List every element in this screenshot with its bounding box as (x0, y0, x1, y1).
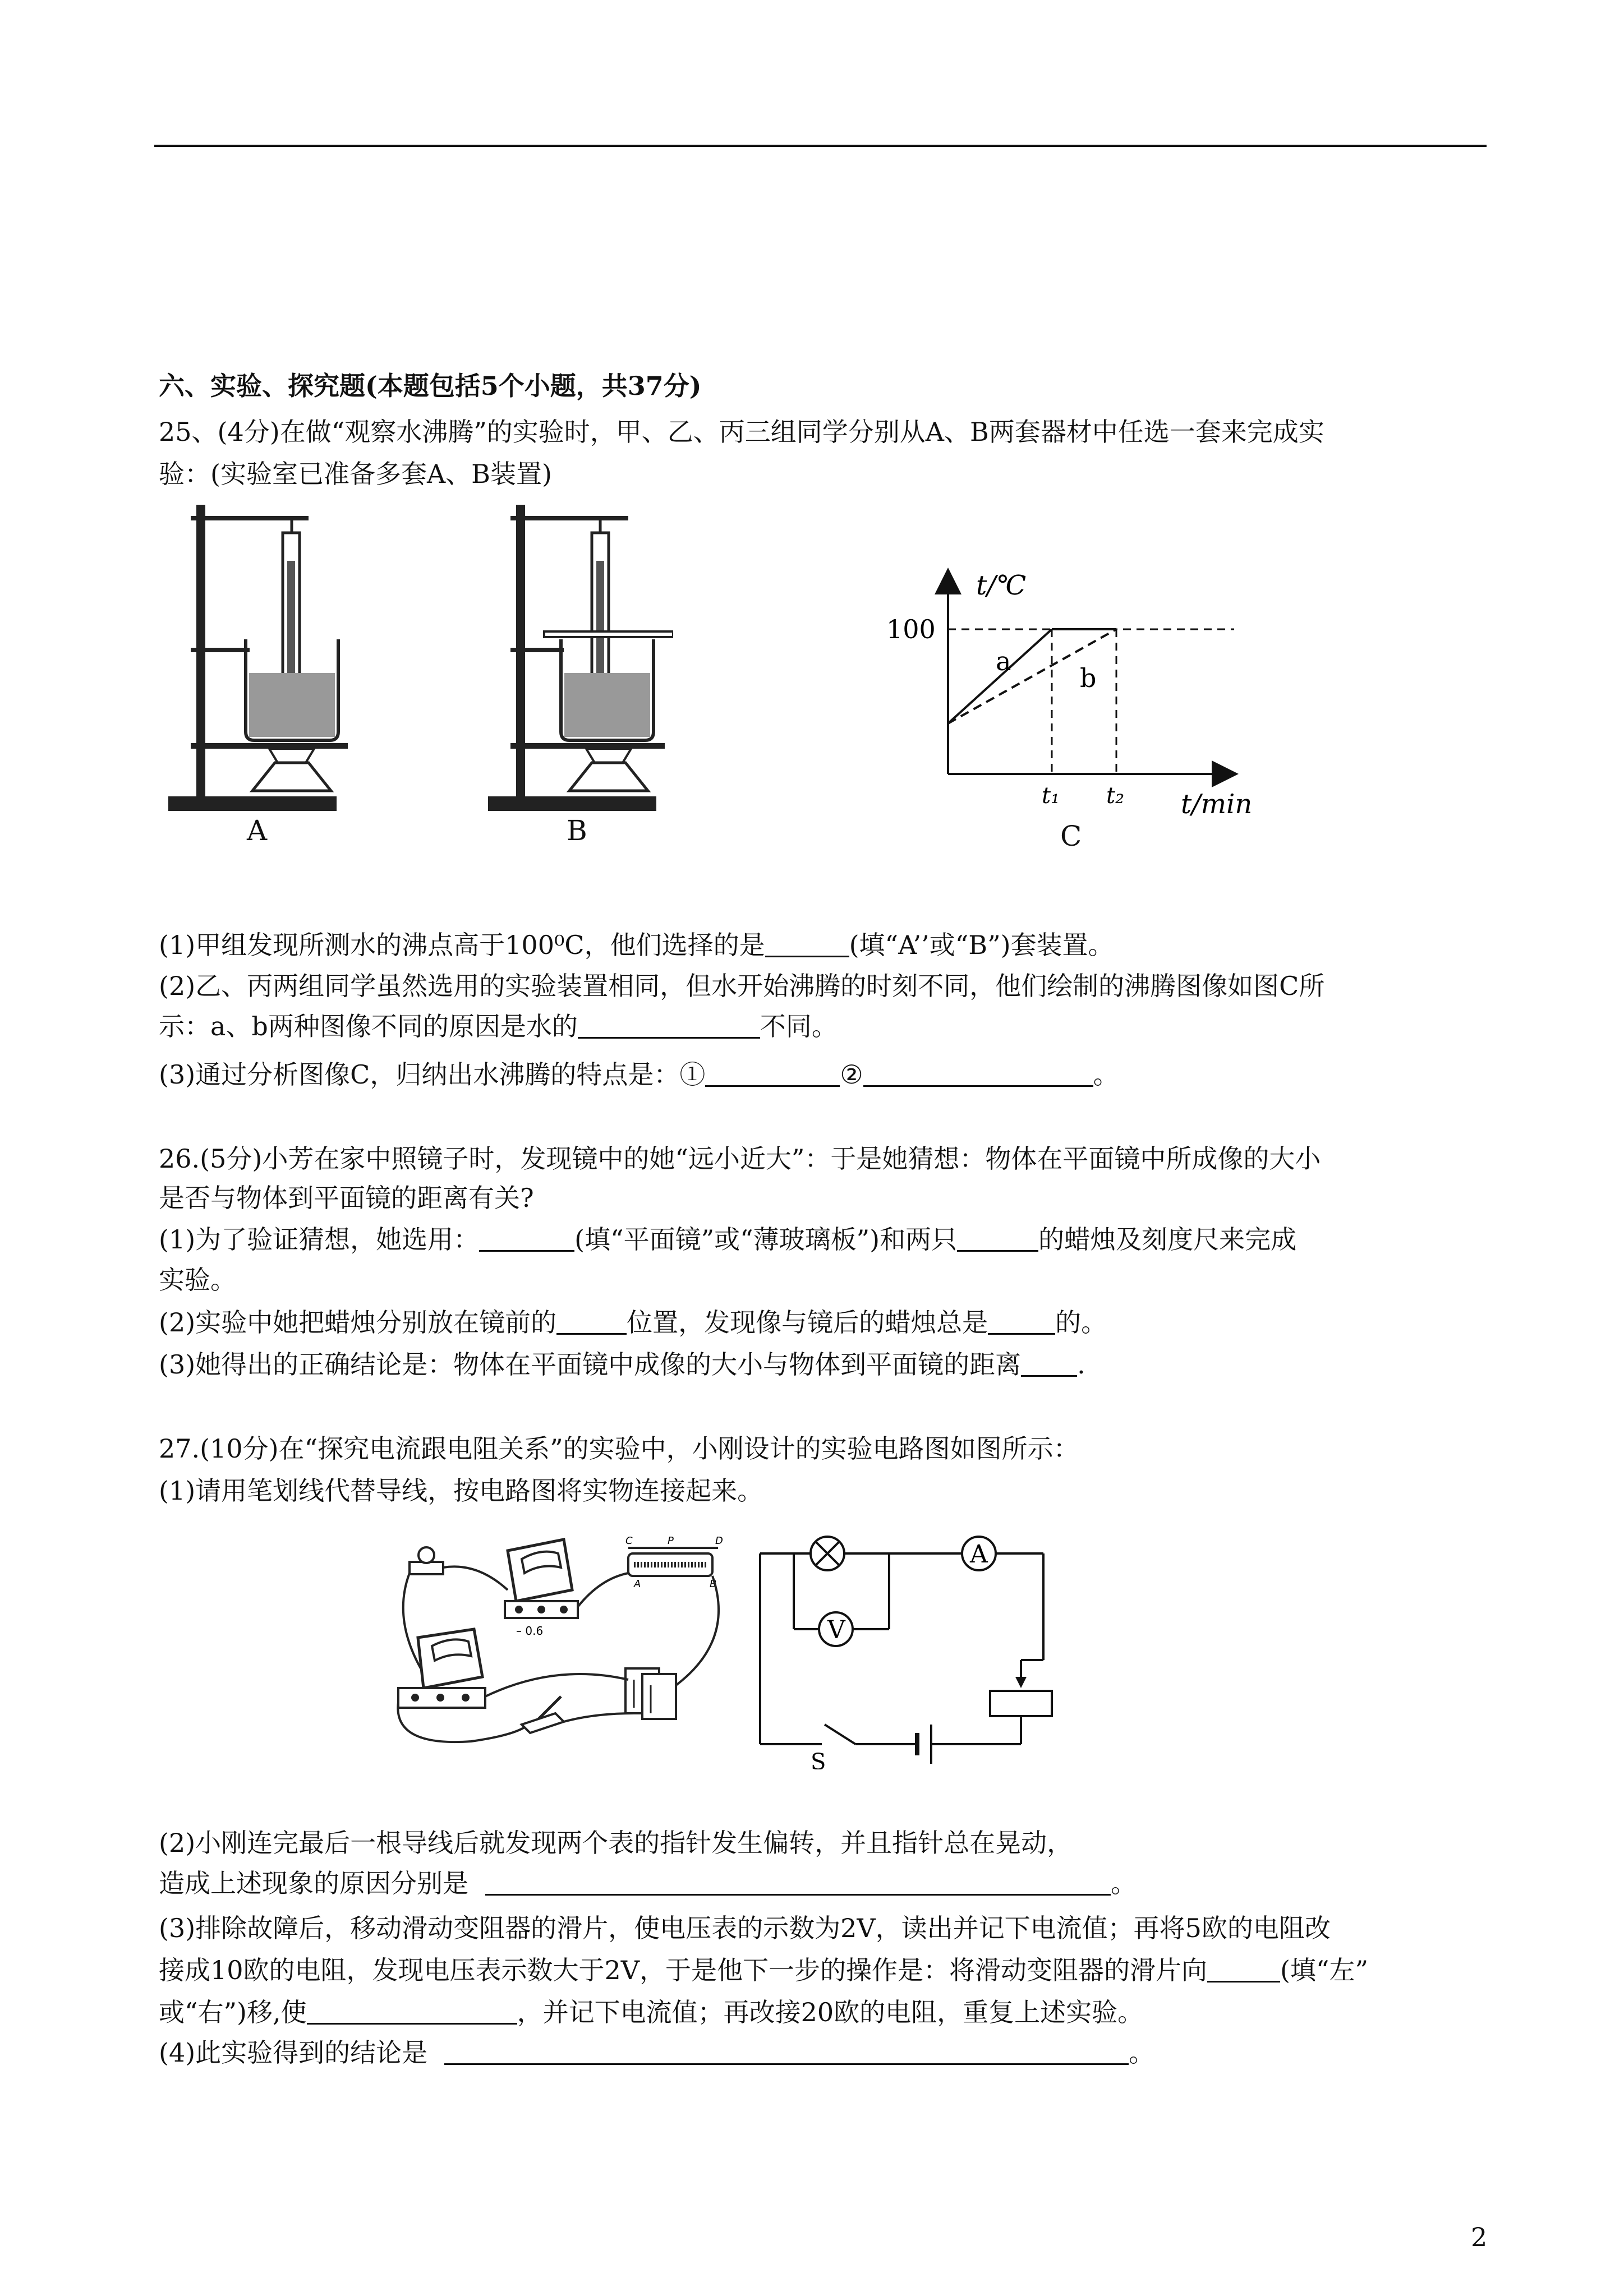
answer-blank-q26-3[interactable] (1021, 1350, 1077, 1377)
q27-part3-line3: 或“右”)移,使 ，并记下电流值；再改接20欧的电阻，重复上述实验。 (159, 1997, 1144, 2027)
answer-blank-q26-2b[interactable] (988, 1308, 1055, 1335)
battery-icon (625, 1668, 676, 1719)
svg-text:– 0.6: – 0.6 (516, 1624, 544, 1638)
lamp-symbol (811, 1537, 844, 1570)
ammeter-label: A (970, 1540, 988, 1569)
answer-blank-q27-2[interactable] (485, 1869, 1111, 1896)
q27-stem: 27.(10分)在“探究电流跟电阻关系”的实验中，小刚设计的实验电路图如图所示： (159, 1433, 1079, 1464)
answer-blank-q25-1[interactable] (765, 931, 849, 957)
q27-part4: (4)此实验得到的结论是 。 (159, 2037, 1155, 2068)
q27-part2-line1: (2)小刚连完最后一根导线后就发现两个表的指针发生偏转，并且指针总在晃动， (159, 1828, 1073, 1858)
svg-text:C: C (625, 1535, 633, 1547)
q26-part1-cont: 实验。 (159, 1265, 236, 1295)
figure-c-label: C (1060, 820, 1082, 852)
q25-part3: (3)通过分析图像C，归纳出水沸腾的特点是：① ② 。 (159, 1059, 1119, 1090)
circuit-schematic (755, 1534, 1069, 1769)
series-b-label: b (1080, 663, 1097, 693)
rheostat-device-icon (625, 1535, 723, 1590)
x-tick-t2: t₂ (1106, 783, 1125, 809)
switch-label: S (811, 1749, 826, 1769)
q27-part1: (1)请用笔划线代替导线，按电路图将实物连接起来。 (159, 1476, 763, 1506)
series-a-rise (948, 629, 1052, 723)
answer-blank-q27-3a[interactable] (1207, 1956, 1280, 1983)
x-axis-label: t/min (1181, 789, 1253, 820)
svg-text:D: D (715, 1535, 723, 1547)
figure-b-label: B (567, 814, 587, 847)
switch-symbol (825, 1725, 855, 1744)
boiling-chart (875, 555, 1290, 824)
x-tick-t1: t₁ (1042, 783, 1060, 809)
apparatus-b-figure (482, 499, 673, 813)
answer-blank-q25-3a[interactable] (705, 1061, 840, 1087)
voltmeter-device-icon (398, 1629, 485, 1708)
q25-stem-line1: 25、(4分)在做“观察水沸腾”的实验时，甲、乙、丙三组同学分别从A、B两套器材中任选一套来完成实 (159, 417, 1324, 447)
q27-part3-line1: (3)排除故障后，移动滑动变阻器的滑片，使电压表的示数为2V，读出并记下电流值；再将5欧的电阻改 (159, 1913, 1331, 1943)
section-title: 六、实验、探究题(本题包括5个小题，共37分) (159, 371, 702, 401)
y-tick-100: 100 (886, 614, 936, 644)
answer-blank-q26-2a[interactable] (556, 1308, 627, 1335)
y-axis-label: t/℃ (976, 570, 1027, 601)
q26-part3: (3)她得出的正确结论是：物体在平面镜中成像的大小与物体到平面镜的距离 . (159, 1349, 1085, 1380)
answer-blank-q27-4[interactable] (444, 2039, 1129, 2065)
q26-stem-line1: 26.(5分)小芳在家中照镜子时，发现镜中的她“远小近大”：于是她猜想：物体在平面镜中所成像的大小 (159, 1144, 1321, 1174)
q27-part2-line2: 造成上述现象的原因分别是 。 (159, 1868, 1137, 1898)
physical-circuit-figure[interactable] (387, 1528, 740, 1753)
rheostat-symbol (990, 1691, 1052, 1716)
header-rule (154, 145, 1487, 147)
q26-stem-line2: 是否与物体到平面镜的距离有关? (159, 1183, 534, 1213)
series-a-label: a (996, 646, 1011, 676)
q27-part3-line2: 接成10欧的电阻，发现电压表示数大于2V，于是他下一步的操作是：将滑动变阻器的滑片向 (填“左” (159, 1955, 1369, 1985)
bulb-icon (410, 1547, 443, 1574)
q26-part1: (1)为了验证猜想，她选用： (填“平面镜”或“薄玻璃板”)和两只 的蜡烛及刻度尺来完成 (159, 1224, 1297, 1255)
svg-text:A: A (634, 1578, 641, 1590)
q26-part2: (2)实验中她把蜡烛分别放在镜前的 位置，发现像与镜后的蜡烛总是 的。 (159, 1307, 1107, 1338)
figure-a-label: A (247, 814, 268, 847)
answer-blank-q27-3b[interactable] (307, 1998, 517, 2025)
svg-text:B: B (710, 1578, 717, 1590)
answer-blank-q25-3b[interactable] (863, 1061, 1093, 1087)
voltmeter-label: V (827, 1616, 845, 1644)
q25-stem-line2: 验：(实验室已准备多套A、B装置) (159, 459, 552, 489)
q25-part1: (1)甲组发现所测水的沸点高于100⁰C，他们选择的是 (填“A’’或“B”)套装置。 (159, 930, 1114, 960)
answer-blank-q26-1b[interactable] (957, 1225, 1038, 1252)
answer-blank-q25-2[interactable] (578, 1012, 760, 1039)
page-number: 2 (1471, 2222, 1488, 2252)
q25-part2-line2: 示：a、b两种图像不同的原因是水的 不同。 (159, 1011, 838, 1041)
svg-text:P: P (668, 1535, 674, 1547)
ammeter-device-icon (505, 1539, 578, 1638)
q25-part2-line1: (2)乙、丙两组同学虽然选用的实验装置相同，但水开始沸腾的时刻不同，他们绘制的沸腾图像如图C所 (159, 971, 1325, 1001)
answer-blank-q26-1a[interactable] (479, 1225, 574, 1252)
apparatus-a-figure (163, 499, 348, 813)
switch-device-icon (522, 1696, 564, 1733)
